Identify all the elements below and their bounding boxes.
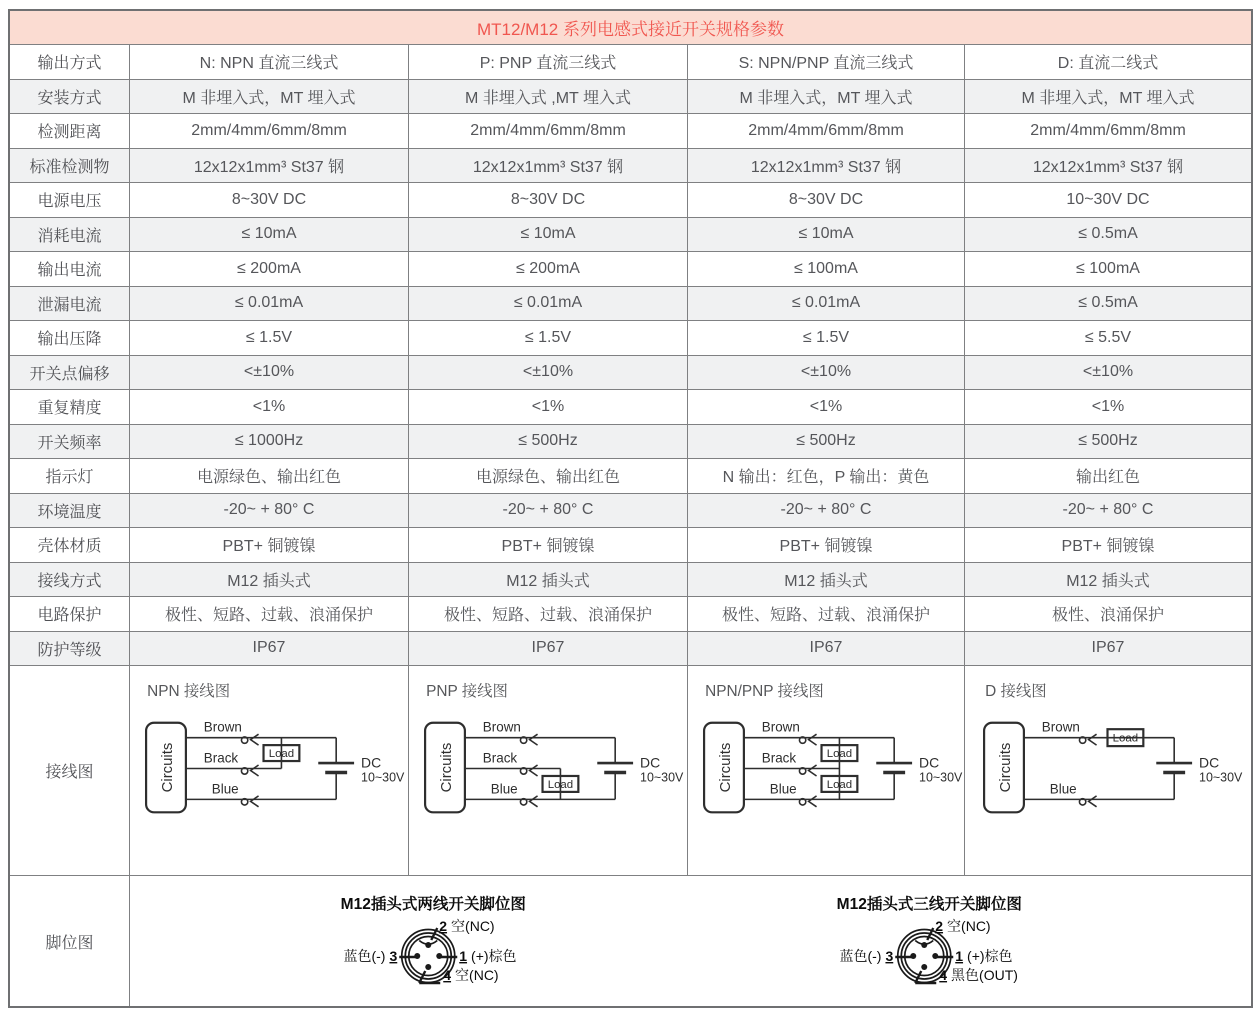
row-label: 电路保护 <box>10 597 130 632</box>
pin-diagram-two-wire <box>130 876 691 1006</box>
wire-label-brack: Brack <box>761 750 797 766</box>
load-label: Load <box>826 778 853 791</box>
row-label: 环境温度 <box>10 494 130 529</box>
spec-value-cell: PBT+ 铜镀镍 <box>130 528 409 563</box>
row-label: 指示灯 <box>10 459 130 494</box>
spec-value-cell: ≤ 100mA <box>688 252 965 287</box>
row-label: 开关频率 <box>10 425 130 460</box>
spec-value-cell: M 非埋入式，MT 埋入式 <box>130 80 409 115</box>
battery-icon <box>597 738 633 800</box>
spec-value-cell: 8~30V DC <box>409 183 688 218</box>
spec-value-cell: 输出红色 <box>965 459 1251 494</box>
row-label: 输出压降 <box>10 321 130 356</box>
wiring-title: PNP 接线图 <box>426 682 508 700</box>
circuits-label: Circuits <box>716 742 734 793</box>
pin-connector-icon <box>343 918 516 983</box>
spec-value-cell: N: NPN 直流三线式 <box>130 45 409 80</box>
spec-value-cell: 12x12x1mm³ St37 钢 <box>409 149 688 184</box>
spec-value-cell: ≤ 500Hz <box>965 425 1251 460</box>
wiring-title: NPN/PNP 接线图 <box>705 682 824 700</box>
pin-diagram-title: M12插头式三线开关脚位图 <box>836 896 1022 913</box>
spec-value-cell: 12x12x1mm³ St37 钢 <box>688 149 965 184</box>
spec-value-cell: <±10% <box>409 356 688 391</box>
spec-value-cell: M12 插头式 <box>688 563 965 598</box>
spec-value-cell: ≤ 1.5V <box>688 321 965 356</box>
pinmap-cell <box>130 876 1251 1006</box>
spec-value-cell: <1% <box>130 390 409 425</box>
row-label: 开关点偏移 <box>10 356 130 391</box>
row-label: 电源电压 <box>10 183 130 218</box>
pin-label-left: 蓝色(-) 3 <box>343 948 398 964</box>
battery-icon <box>318 738 354 800</box>
pin-label-bottom: 4 空(NC) <box>443 967 499 983</box>
wiring-diagram-npn-pnp-cell <box>688 666 965 876</box>
spec-value-cell: 8~30V DC <box>130 183 409 218</box>
spec-value-cell: M12 插头式 <box>409 563 688 598</box>
spec-value-cell: ≤ 0.01mA <box>688 287 965 322</box>
pin-connector-icon <box>839 918 1017 983</box>
pin-diagram-title: M12插头式两线开关脚位图 <box>340 896 526 913</box>
row-label: 泄漏电流 <box>10 287 130 322</box>
wire-label-blue: Blue <box>490 781 518 797</box>
spec-value-cell: ≤ 500Hz <box>409 425 688 460</box>
spec-table <box>8 9 1253 1008</box>
wiring-diagram-d-cell <box>965 666 1251 876</box>
spec-value-cell: 极性、短路、过载、浪涌保护 <box>688 597 965 632</box>
spec-value-cell: <±10% <box>130 356 409 391</box>
spec-value-cell: N 输出：红色，P 输出：黄色 <box>688 459 965 494</box>
spec-value-cell: 2mm/4mm/6mm/8mm <box>409 114 688 149</box>
wiring-diagram-npn-cell <box>130 666 409 876</box>
spec-value-cell: PBT+ 铜镀镍 <box>409 528 688 563</box>
row-label: 检测距离 <box>10 114 130 149</box>
row-label: 输出方式 <box>10 45 130 80</box>
wiring-title: D 接线图 <box>985 682 1047 700</box>
row-label-wiring: 接线图 <box>10 666 130 876</box>
wire-connector-icons <box>799 734 816 807</box>
pin-label-right: 1 (+)棕色 <box>459 948 517 964</box>
row-label-pinmap: 脚位图 <box>10 876 130 1006</box>
circuits-label: Circuits <box>158 742 176 793</box>
spec-value-cell: -20~ + 80° C <box>688 494 965 529</box>
spec-value-cell: ≤ 200mA <box>130 252 409 287</box>
wire-connector-icons <box>520 734 537 807</box>
load-label: Load <box>547 778 574 791</box>
spec-value-cell: ≤ 500Hz <box>688 425 965 460</box>
spec-value-cell: <1% <box>688 390 965 425</box>
spec-value-cell: 2mm/4mm/6mm/8mm <box>688 114 965 149</box>
spec-value-cell: <1% <box>409 390 688 425</box>
wire-label-brack: Brack <box>203 750 239 766</box>
wiring-diagram-d <box>965 666 1251 875</box>
spec-value-cell: 极性、浪涌保护 <box>965 597 1251 632</box>
spec-value-cell: 8~30V DC <box>688 183 965 218</box>
dc-range-label: 10~30V <box>919 770 963 785</box>
spec-value-cell: 10~30V DC <box>965 183 1251 218</box>
row-label: 重复精度 <box>10 390 130 425</box>
row-label: 消耗电流 <box>10 218 130 253</box>
wire-label-brack: Brack <box>482 750 518 766</box>
wiring-diagram-npn-pnp <box>688 666 964 875</box>
spec-value-cell: 电源绿色、输出红色 <box>130 459 409 494</box>
wire-label-blue: Blue <box>1049 781 1077 797</box>
load-label: Load <box>268 748 295 761</box>
spec-value-cell: IP67 <box>130 632 409 667</box>
pinmap-three-wire <box>691 876 1252 1006</box>
spec-value-cell: ≤ 1000Hz <box>130 425 409 460</box>
row-label: 防护等级 <box>10 632 130 667</box>
spec-value-cell: 极性、短路、过载、浪涌保护 <box>130 597 409 632</box>
wiring-diagram-pnp <box>409 666 687 875</box>
spec-value-cell: ≤ 200mA <box>409 252 688 287</box>
dc-label: DC <box>640 754 661 771</box>
circuits-label: Circuits <box>996 742 1014 793</box>
spec-value-cell: PBT+ 铜镀镍 <box>688 528 965 563</box>
spec-value-cell: S: NPN/PNP 直流三线式 <box>688 45 965 80</box>
wire-connector-icons <box>1079 734 1096 807</box>
spec-value-cell: <±10% <box>965 356 1251 391</box>
dc-label: DC <box>1199 754 1220 771</box>
load-label: Load <box>1112 732 1139 745</box>
wire-connector-icons <box>241 734 258 807</box>
wire-label-brown: Brown <box>482 719 521 735</box>
wire-label-brown: Brown <box>761 719 800 735</box>
spec-value-cell: ≤ 1.5V <box>130 321 409 356</box>
wire-label-brown: Brown <box>1041 719 1080 735</box>
dc-range-label: 10~30V <box>640 770 684 785</box>
spec-value-cell: -20~ + 80° C <box>130 494 409 529</box>
spec-value-cell: ≤ 0.01mA <box>130 287 409 322</box>
dc-label: DC <box>919 754 940 771</box>
dc-range-label: 10~30V <box>1199 770 1243 785</box>
spec-value-cell: M12 插头式 <box>965 563 1251 598</box>
wire-label-brown: Brown <box>203 719 242 735</box>
spec-value-cell: IP67 <box>688 632 965 667</box>
wiring-diagram-npn <box>130 666 408 875</box>
spec-value-cell: ≤ 100mA <box>965 252 1251 287</box>
pin-diagram-three-wire <box>691 876 1252 1006</box>
spec-value-cell: IP67 <box>965 632 1251 667</box>
spec-value-cell: 12x12x1mm³ St37 钢 <box>965 149 1251 184</box>
spec-value-cell: M 非埋入式，MT 埋入式 <box>688 80 965 115</box>
load-label: Load <box>826 748 853 761</box>
spec-value-cell: IP67 <box>409 632 688 667</box>
circuits-label: Circuits <box>437 742 455 793</box>
spec-value-cell: 电源绿色、输出红色 <box>409 459 688 494</box>
row-label: 壳体材质 <box>10 528 130 563</box>
spec-value-cell: 2mm/4mm/6mm/8mm <box>130 114 409 149</box>
spec-value-cell: -20~ + 80° C <box>409 494 688 529</box>
dc-range-label: 10~30V <box>361 770 405 785</box>
battery-icon <box>876 738 912 800</box>
spec-value-cell: <1% <box>965 390 1251 425</box>
spec-value-cell: M 非埋入式，MT 埋入式 <box>965 80 1251 115</box>
spec-value-cell: ≤ 10mA <box>130 218 409 253</box>
spec-value-cell: 极性、短路、过载、浪涌保护 <box>409 597 688 632</box>
pin-label-top: 2 空(NC) <box>934 918 991 934</box>
wire-label-blue: Blue <box>769 781 797 797</box>
spec-value-cell: M 非埋入式 ,MT 埋入式 <box>409 80 688 115</box>
spec-value-cell: M12 插头式 <box>130 563 409 598</box>
spec-value-cell: 2mm/4mm/6mm/8mm <box>965 114 1251 149</box>
wiring-diagram-pnp-cell <box>409 666 688 876</box>
row-label: 输出电流 <box>10 252 130 287</box>
spec-value-cell: ≤ 5.5V <box>965 321 1251 356</box>
row-label: 安装方式 <box>10 80 130 115</box>
spec-value-cell: D: 直流二线式 <box>965 45 1251 80</box>
spec-value-cell: ≤ 10mA <box>409 218 688 253</box>
pin-label-bottom: 4 黑色(OUT) <box>938 967 1018 983</box>
spec-value-cell: ≤ 0.5mA <box>965 218 1251 253</box>
spec-value-cell: ≤ 10mA <box>688 218 965 253</box>
spec-value-cell: PBT+ 铜镀镍 <box>965 528 1251 563</box>
spec-value-cell: ≤ 0.01mA <box>409 287 688 322</box>
spec-value-cell: ≤ 1.5V <box>409 321 688 356</box>
pin-label-right: 1 (+)棕色 <box>954 948 1013 964</box>
wire-label-blue: Blue <box>211 781 239 797</box>
table-title: MT12/M12 系列电感式接近开关规格参数 <box>10 11 1251 45</box>
row-label: 接线方式 <box>10 563 130 598</box>
pin-label-top: 2 空(NC) <box>439 918 495 934</box>
pin-label-left: 蓝色(-) 3 <box>838 948 893 964</box>
spec-value-cell: P: PNP 直流三线式 <box>409 45 688 80</box>
spec-value-cell: ≤ 0.5mA <box>965 287 1251 322</box>
spec-value-cell: <±10% <box>688 356 965 391</box>
pinmap-two-wire <box>130 876 691 1006</box>
row-label: 标准检测物 <box>10 149 130 184</box>
battery-icon <box>1156 738 1192 800</box>
dc-label: DC <box>361 754 382 771</box>
spec-value-cell: -20~ + 80° C <box>965 494 1251 529</box>
wiring-title: NPN 接线图 <box>147 682 231 700</box>
spec-value-cell: 12x12x1mm³ St37 钢 <box>130 149 409 184</box>
